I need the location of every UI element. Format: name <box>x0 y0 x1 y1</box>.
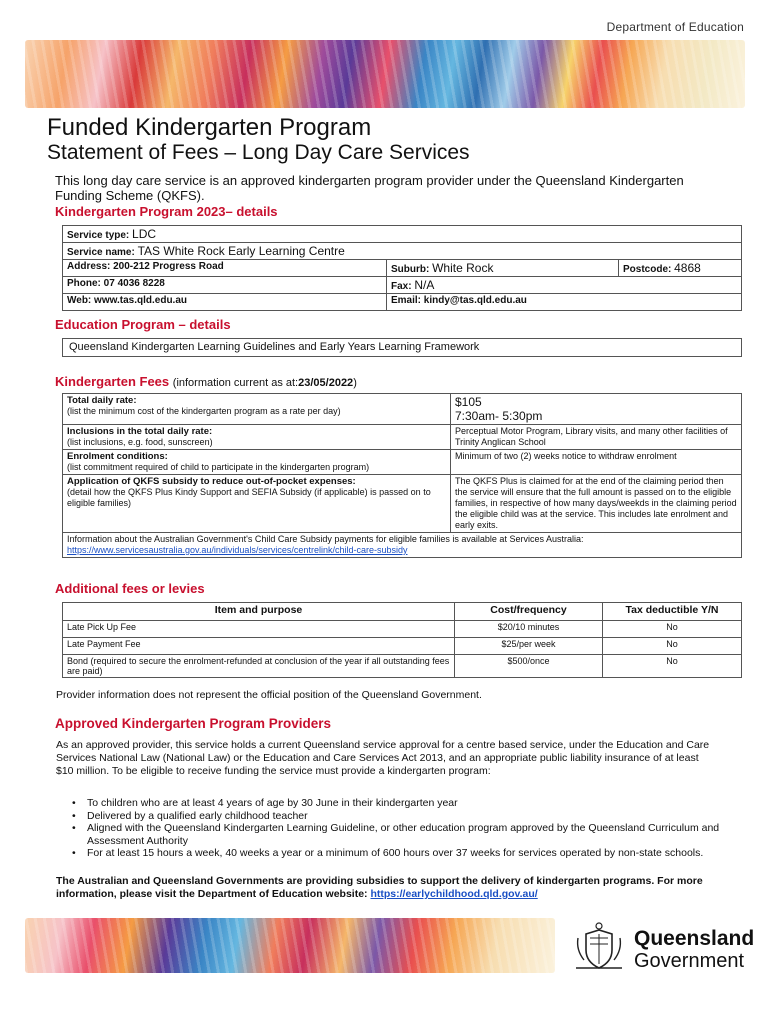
ccs-link[interactable]: https://www.servicesaustralia.gov.au/individuals/services/centrelink/child-care-subsidy <box>67 545 408 555</box>
service-details-table <box>62 225 742 311</box>
disclaimer-text: Provider information does not represent the official position of the Queensland Government. <box>56 689 482 701</box>
fax-cell: Fax: N/A <box>387 277 742 294</box>
postcode-cell: Postcode: 4868 <box>619 260 742 277</box>
table-row: Late Payment Fee $25/per week No <box>63 638 742 655</box>
service-type-cell: Service type: LDC <box>63 226 742 243</box>
decorative-banner-top <box>25 40 745 108</box>
postcode-value: 4868 <box>674 261 701 275</box>
list-item: • To children who are at least 4 years of age by 30 June in their kindergarten year <box>74 797 724 810</box>
education-heading: Education Program – details <box>55 317 231 332</box>
approved-providers-paragraph: As an approved provider, this service holds a current Queensland service approval for a centre based service, under the Education and Care Services National Law (National Law) or the Education and Care Services Act 2013, and an appropriate public liability insurance of at least $10 million. To be eligible to receive funding the service must provide a kindergarten program: <box>56 739 710 777</box>
table-header-row: Item and purpose Cost/frequency Tax deductible Y/N <box>63 603 742 621</box>
eligibility-criteria-list <box>74 797 724 860</box>
intro-text: This long day care service is an approved kindergarten program provider under the Queensland Kindergarten Funding Scheme (QKFS). <box>55 173 684 203</box>
qkfs-subsidy-value: The QKFS Plus is claimed for at the end of the claiming period then the service will ensure that the full amount is passed on to the eligible families, in respective of how many days/weekds in the claiming period the eligible child was at the service. This includes late enrolment and early exits. <box>451 475 742 533</box>
list-item: • Aligned with the Queensland Kindergarten Learning Guideline, or other education program approved by the Queensland Curriculum and Assessment Authority <box>74 822 724 847</box>
table-row <box>63 533 742 558</box>
decorative-banner-bottom <box>25 918 555 973</box>
fees-heading: Kindergarten Fees (information current as at:23/05/2022) <box>55 374 357 389</box>
fees-info-date: 23/05/2022 <box>298 377 354 389</box>
queensland-government-logo <box>572 920 755 975</box>
early-childhood-link[interactable]: https://earlychildhood.qld.gov.au/ <box>370 888 538 900</box>
approved-providers-heading: Approved Kindergarten Program Providers <box>55 716 332 731</box>
daily-hours-value: 7:30am- 5:30pm <box>455 409 543 423</box>
service-name-cell: Service name: TAS White Rock Early Learning Centre <box>63 243 742 260</box>
table-row: Total daily rate: (list the minimum cost of the kindergarten program as a rate per day) $105 7:30am- 5:30pm <box>63 394 742 425</box>
fax-value: N/A <box>414 278 435 292</box>
closing-text: The Australian and Queensland Governments are providing subsidies to support the delivery of kindergarten programs. For more information, please visit the Department of Education website: https://earlychildhood.qld.gov.au/ <box>56 875 703 900</box>
service-type-value: LDC <box>132 227 157 241</box>
fees-table <box>62 393 742 558</box>
table-row: Inclusions in the total daily rate: (list inclusions, e.g. food, sunscreen) Perceptual Motor Program, Library visits, and many other facilities of Trinity Anglican School <box>63 425 742 450</box>
additional-fees-table <box>62 602 742 678</box>
phone-cell: Phone: 07 4036 8228 <box>63 277 387 294</box>
service-name-value: TAS White Rock Early Learning Centre <box>137 244 345 258</box>
education-table <box>62 338 742 357</box>
department-label: Department of Education <box>606 20 744 34</box>
logo-government-text: Government <box>634 950 745 972</box>
program-details-heading: Kindergarten Program 2023– details <box>55 204 278 219</box>
email-cell: Email: kindy@tas.qld.edu.au <box>387 294 742 311</box>
suburb-value: White Rock <box>432 261 494 275</box>
suburb-cell: Suburb: White Rock <box>387 260 619 277</box>
list-item: • Delivered by a qualified early childhood teacher <box>74 810 724 823</box>
coat-of-arms-icon <box>572 920 626 975</box>
education-value: Queensland Kindergarten Learning Guidelines and Early Years Learning Framework <box>63 339 742 357</box>
list-item: • For at least 15 hours a week, 40 weeks a year or a minimum of 600 hours over 37 weeks for services operated by non-state schools. <box>74 847 724 860</box>
additional-fees-heading: Additional fees or levies <box>55 581 205 596</box>
address-cell: Address: 200-212 Progress Road <box>63 260 387 277</box>
ccs-info: Information about the Australian Government's Child Care Subsidy payments for eligible families is available at Services Australia: <box>67 534 584 544</box>
logo-queensland-text: Queensland <box>634 927 755 950</box>
enrolment-conditions-value: Minimum of two (2) weeks notice to withdraw enrolment <box>451 450 742 475</box>
inclusions-value: Perceptual Motor Program, Library visits, and many other facilities of Trinity Anglican School <box>451 425 742 450</box>
table-row: Application of QKFS subsidy to reduce out-of-pocket expenses: (detail how the QKFS Plus Kindy Support and SEFIA Subsidy (if applicable) is passed on to eligible families) The QKFS Plus is claimed for at the end of the claiming period then the service will ensure that the full amount is passed on to the eligible families, in respective of how many days/weekds in the claiming period the eligible child was at the service. This includes late enrolment and early exits. <box>63 475 742 533</box>
web-cell: Web: www.tas.qld.edu.au <box>63 294 387 311</box>
table-row: Enrolment conditions: (list commitment required of child to participate in the kindergarten program) Minimum of two (2) weeks notice to withdraw enrolment <box>63 450 742 475</box>
page-title: Funded Kindergarten Program <box>47 114 372 141</box>
table-row: Late Pick Up Fee $20/10 minutes No <box>63 621 742 638</box>
page-subtitle: Statement of Fees – Long Day Care Services <box>47 141 470 164</box>
daily-rate-value: $105 <box>455 395 482 409</box>
table-row: Bond (required to secure the enrolment-refunded at conclusion of the year if all outstanding fees are paid) $500/once No <box>63 655 742 678</box>
